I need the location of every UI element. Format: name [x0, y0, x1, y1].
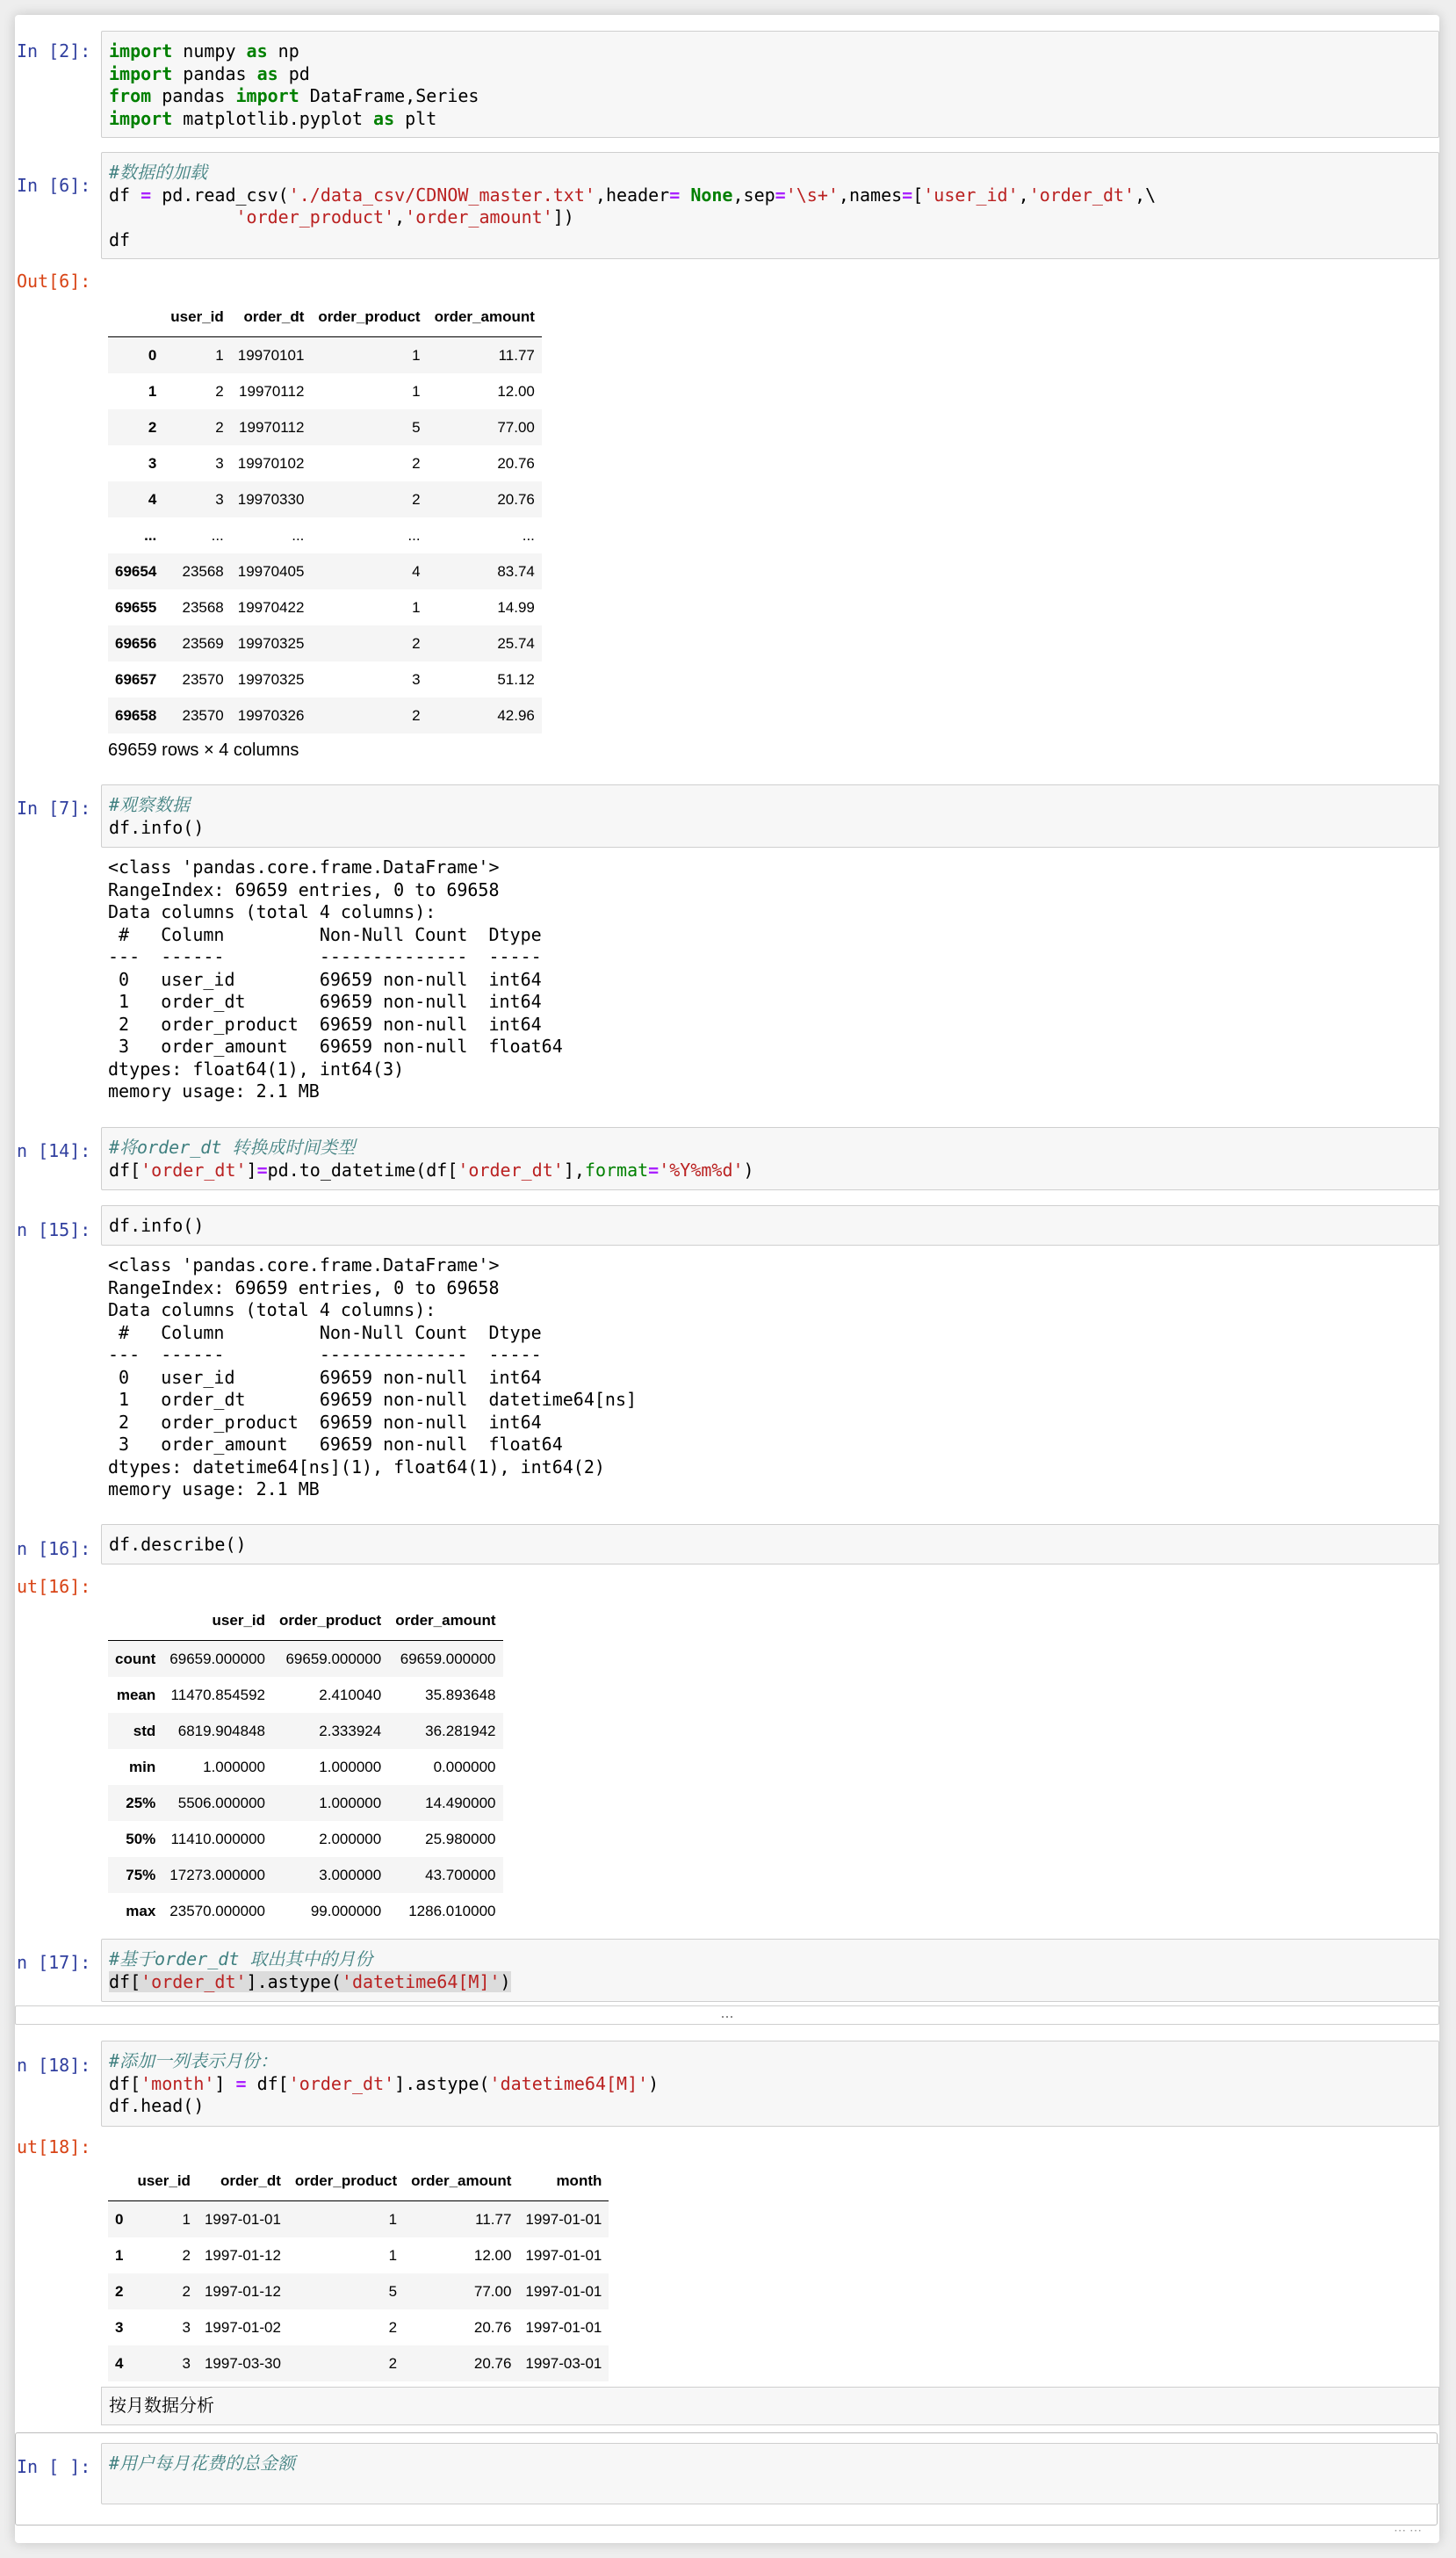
row-index: 50%	[126, 1830, 156, 1847]
table-row	[108, 697, 542, 733]
code-input[interactable]	[101, 2443, 1439, 2504]
row-index: std	[133, 1722, 156, 1739]
input-prompt: In [2]:	[17, 40, 91, 61]
table-cell: 1.000000	[319, 1758, 382, 1775]
column-header: order_product	[272, 1601, 388, 1641]
code-input[interactable]	[101, 1127, 1439, 1190]
table-row	[108, 337, 542, 374]
table-row	[108, 2201, 609, 2238]
code-text: #数据的加载 df = pd.read_csv('./data_csv/CDNOW_master.txt',header= None,sep='\s+',names=['user_id','order_dt',\ 'order_product','order_amount']) df	[109, 162, 1157, 250]
row-index: 1	[148, 382, 157, 400]
code-input[interactable]	[101, 1524, 1439, 1564]
column-header: order_amount	[388, 1601, 502, 1641]
table-row	[108, 1713, 503, 1749]
table-cell: 1997-01-12	[204, 2246, 281, 2264]
table-cell: 19970102	[237, 454, 305, 472]
shape-text: 69659 rows × 4 columns	[108, 741, 299, 760]
table-cell: 1.000000	[203, 1758, 266, 1775]
table-cell: 23570.000000	[169, 1902, 266, 1919]
table-cell: 3	[182, 2354, 191, 2372]
row-index: min	[129, 1758, 156, 1775]
table-cell: 36.281942	[425, 1722, 496, 1739]
code-input[interactable]	[101, 2041, 1439, 2127]
table-row	[108, 2309, 609, 2345]
column-header	[108, 2162, 130, 2201]
table-cell: 23570	[182, 670, 224, 688]
table-row	[108, 1641, 503, 1678]
table-cell: ...	[407, 526, 421, 544]
stream-output: <class 'pandas.core.frame.DataFrame'> RangeIndex: 69659 entries, 0 to 69658 Data columns (total 4 columns): # Column Non-Null Count Dtype --- ------ -------------- ----- 0 user_id 69659 non-null int64 1 order_dt 69659 non-null int64 2 order_product 69659 non-null int64 3 order_amount 69659 non-null float64 dtypes: float64(1), int64(3) memory usage: 2.1 MB	[108, 856, 563, 1102]
table-cell: 1997-03-01	[525, 2354, 602, 2372]
row-index: 1	[115, 2246, 124, 2264]
table-cell: 2	[412, 634, 421, 652]
table-cell: 20.76	[473, 2318, 512, 2336]
table-cell: 20.76	[497, 490, 535, 508]
table-cell: 1997-01-01	[525, 2282, 602, 2300]
table-cell: 1997-01-01	[525, 2246, 602, 2264]
code-text: #观察数据 df.info()	[109, 794, 205, 838]
output-prompt: ut[16]:	[17, 1576, 91, 1597]
table-cell: 43.700000	[425, 1866, 496, 1883]
table-cell: 1286.010000	[408, 1902, 496, 1919]
table-cell: 1	[182, 2210, 191, 2228]
row-index: 0	[115, 2210, 124, 2228]
table-cell: 2	[388, 2318, 398, 2336]
resize-grip-icon[interactable]: ⋯ ⋯	[1394, 2523, 1422, 2537]
table-cell: 69659.000000	[169, 1650, 266, 1667]
table-cell: 11.77	[475, 2210, 512, 2228]
table-row	[108, 2345, 609, 2381]
row-index: mean	[116, 1686, 156, 1703]
collapsed-output-toggle[interactable]: ...	[15, 2005, 1439, 2025]
row-index: 0	[148, 346, 157, 364]
table-cell: 20.76	[473, 2354, 512, 2372]
table-cell: 19970405	[237, 562, 305, 580]
table-cell: 3	[412, 670, 421, 688]
table-cell: 1997-01-02	[204, 2318, 281, 2336]
table-row	[108, 1857, 503, 1893]
describe-table	[108, 1601, 503, 1929]
table-cell: 5	[412, 418, 421, 436]
table-row	[108, 409, 542, 445]
input-prompt: n [14]:	[17, 1140, 91, 1161]
table-row	[108, 553, 542, 589]
table-cell: 69659.000000	[400, 1650, 496, 1667]
table-row	[108, 661, 542, 697]
table-cell: 2.333924	[319, 1722, 382, 1739]
table-cell: 1.000000	[319, 1794, 382, 1811]
stream-output: <class 'pandas.core.frame.DataFrame'> RangeIndex: 69659 entries, 0 to 69658 Data columns (total 4 columns): # Column Non-Null Count Dtype --- ------ -------------- ----- 0 user_id 69659 non-null int64 1 order_dt 69659 non-null datetime64[ns] 2 order_product 69659 non-null int64 3 order_amount 69659 non-null float64 dtypes: datetime64[ns](1), float64(1), int64(2) memory usage: 2.1 MB	[108, 1254, 638, 1499]
column-header: user_id	[163, 298, 230, 337]
output-prompt: ut[18]:	[17, 2136, 91, 2157]
column-header	[108, 1601, 162, 1641]
table-cell: 1	[388, 2210, 398, 2228]
table-cell: 5	[388, 2282, 398, 2300]
table-cell: 2	[182, 2282, 191, 2300]
row-index: ...	[144, 526, 157, 544]
input-prompt: In [6]:	[17, 175, 91, 196]
table-cell: 12.00	[473, 2246, 512, 2264]
head-table	[108, 2162, 609, 2381]
row-index: count	[115, 1650, 156, 1667]
table-cell: 23568	[182, 562, 224, 580]
table-cell: 12.00	[497, 382, 535, 400]
table-cell: 0.000000	[433, 1758, 496, 1775]
notebook	[15, 15, 1439, 2543]
table-cell: 17273.000000	[169, 1866, 266, 1883]
table-cell: 19970101	[237, 346, 305, 364]
column-header: order_amount	[404, 2162, 518, 2201]
table-cell: 23569	[182, 634, 224, 652]
code-text: #基于order_dt 取出其中的月份 df['order_dt'].astype('datetime64[M]')	[109, 1948, 511, 1992]
column-header: order_product	[288, 2162, 404, 2201]
table-row	[108, 445, 542, 481]
row-index: 75%	[126, 1866, 156, 1883]
table-row	[108, 481, 542, 517]
row-index: 69655	[115, 598, 157, 616]
table-cell: 69659.000000	[285, 1650, 382, 1667]
table-row	[108, 2237, 609, 2273]
table-cell: ...	[211, 526, 224, 544]
column-header: order_dt	[231, 298, 312, 337]
table-cell: 25.74	[497, 634, 535, 652]
table-cell: 77.00	[473, 2282, 512, 2300]
code-text: #添加一列表示月份： df['month'] = df['order_dt'].astype('datetime64[M]') df.head()	[109, 2050, 660, 2116]
table-cell: 19970112	[239, 382, 305, 400]
dataframe-table	[108, 298, 542, 733]
row-index: 2	[148, 418, 157, 436]
table-cell: 2	[412, 706, 421, 724]
code-text: import numpy as np import pandas as pd from pandas import DataFrame,Series import matplotlib.pyplot as plt	[109, 40, 479, 129]
table-cell: 83.74	[497, 562, 535, 580]
row-index: 69654	[115, 562, 157, 580]
table-cell: 23568	[182, 598, 224, 616]
table-cell: 1	[412, 598, 421, 616]
table-cell: 3.000000	[319, 1866, 382, 1883]
table-cell: 2.410040	[319, 1686, 382, 1703]
table-cell: ...	[522, 526, 535, 544]
table-cell: ...	[292, 526, 305, 544]
code-text: df.describe()	[109, 1534, 247, 1555]
table-cell: 19970326	[237, 706, 305, 724]
table-row	[108, 1893, 503, 1929]
table-cell: 11470.854592	[170, 1686, 266, 1703]
table-cell: 3	[215, 490, 224, 508]
table-cell: 2	[215, 418, 224, 436]
table-cell: 25.980000	[425, 1830, 496, 1847]
output-prompt: Out[6]:	[17, 271, 91, 292]
table-row	[108, 1821, 503, 1857]
input-prompt: In [7]:	[17, 798, 91, 819]
row-index: 69658	[115, 706, 157, 724]
column-header: order_product	[311, 298, 427, 337]
code-input[interactable]	[101, 1205, 1439, 1246]
table-cell: 4	[412, 562, 421, 580]
table-cell: 1997-01-01	[525, 2318, 602, 2336]
table-cell: 14.490000	[425, 1794, 496, 1811]
row-index: 3	[115, 2318, 124, 2336]
code-input[interactable]	[101, 31, 1439, 138]
table-cell: 1	[215, 346, 224, 364]
table-row	[108, 1749, 503, 1785]
table-cell: 99.000000	[310, 1902, 382, 1919]
table-cell: 1997-01-12	[204, 2282, 281, 2300]
table-cell: 19970112	[239, 418, 305, 436]
markdown-cell[interactable]: 按月数据分析	[101, 2387, 1439, 2425]
table-cell: 1997-03-30	[204, 2354, 281, 2372]
table-cell: 19970325	[237, 670, 305, 688]
table-cell: 2	[388, 2354, 398, 2372]
row-index: 69657	[115, 670, 157, 688]
column-header: month	[518, 2162, 609, 2201]
column-header: order_dt	[198, 2162, 288, 2201]
code-input[interactable]	[101, 152, 1439, 259]
table-cell: 1997-01-01	[204, 2210, 281, 2228]
table-cell: 2.000000	[319, 1830, 382, 1847]
table-cell: 3	[182, 2318, 191, 2336]
table-row	[108, 589, 542, 625]
table-cell: 5506.000000	[177, 1794, 266, 1811]
table-cell: 14.99	[497, 598, 535, 616]
table-cell: 42.96	[497, 706, 535, 724]
row-index: 69656	[115, 634, 157, 652]
column-header: user_id	[130, 2162, 197, 2201]
table-cell: 11410.000000	[170, 1830, 266, 1847]
row-index: 4	[115, 2354, 124, 2372]
code-text: #将order_dt 转换成时间类型 df['order_dt']=pd.to_datetime(df['order_dt'],format='%Y%m%d')	[109, 1137, 754, 1181]
table-cell: 19970325	[237, 634, 305, 652]
column-header: order_amount	[428, 298, 542, 337]
table-row	[108, 1785, 503, 1821]
column-header: user_id	[162, 1601, 272, 1641]
table-row	[108, 517, 542, 553]
input-prompt: In [ ]:	[17, 2456, 91, 2477]
row-index: 4	[148, 490, 157, 508]
input-prompt: n [17]:	[17, 1952, 91, 1973]
input-prompt: n [16]:	[17, 1538, 91, 1559]
table-cell: 2	[412, 454, 421, 472]
table-cell: 35.893648	[425, 1686, 496, 1703]
table-row	[108, 2273, 609, 2309]
table-cell: 1997-01-01	[525, 2210, 602, 2228]
table-cell: 19970330	[237, 490, 305, 508]
table-cell: 23570	[182, 706, 224, 724]
table-row	[108, 625, 542, 661]
table-cell: 3	[215, 454, 224, 472]
table-cell: 11.77	[498, 346, 535, 364]
row-index: 25%	[126, 1794, 156, 1811]
input-prompt: n [18]:	[17, 2055, 91, 2076]
code-text: #用户每月花费的总金额	[109, 2453, 296, 2474]
row-index: 2	[115, 2282, 124, 2300]
code-input[interactable]	[101, 1939, 1439, 2002]
row-index: 3	[148, 454, 157, 472]
table-cell: 2	[215, 382, 224, 400]
table-cell: 1	[412, 382, 421, 400]
column-header	[108, 298, 163, 337]
table-cell: 19970422	[237, 598, 305, 616]
table-cell: 1	[412, 346, 421, 364]
table-row	[108, 1677, 503, 1713]
input-prompt: n [15]:	[17, 1219, 91, 1240]
table-cell: 6819.904848	[177, 1722, 266, 1739]
table-row	[108, 373, 542, 409]
code-input[interactable]	[101, 784, 1439, 848]
table-cell: 77.00	[497, 418, 535, 436]
table-cell: 1	[388, 2246, 398, 2264]
table-cell: 51.12	[497, 670, 535, 688]
table-cell: 2	[412, 490, 421, 508]
table-cell: 20.76	[497, 454, 535, 472]
table-cell: 2	[182, 2246, 191, 2264]
code-text: df.info()	[109, 1215, 205, 1236]
row-index: max	[126, 1902, 156, 1919]
